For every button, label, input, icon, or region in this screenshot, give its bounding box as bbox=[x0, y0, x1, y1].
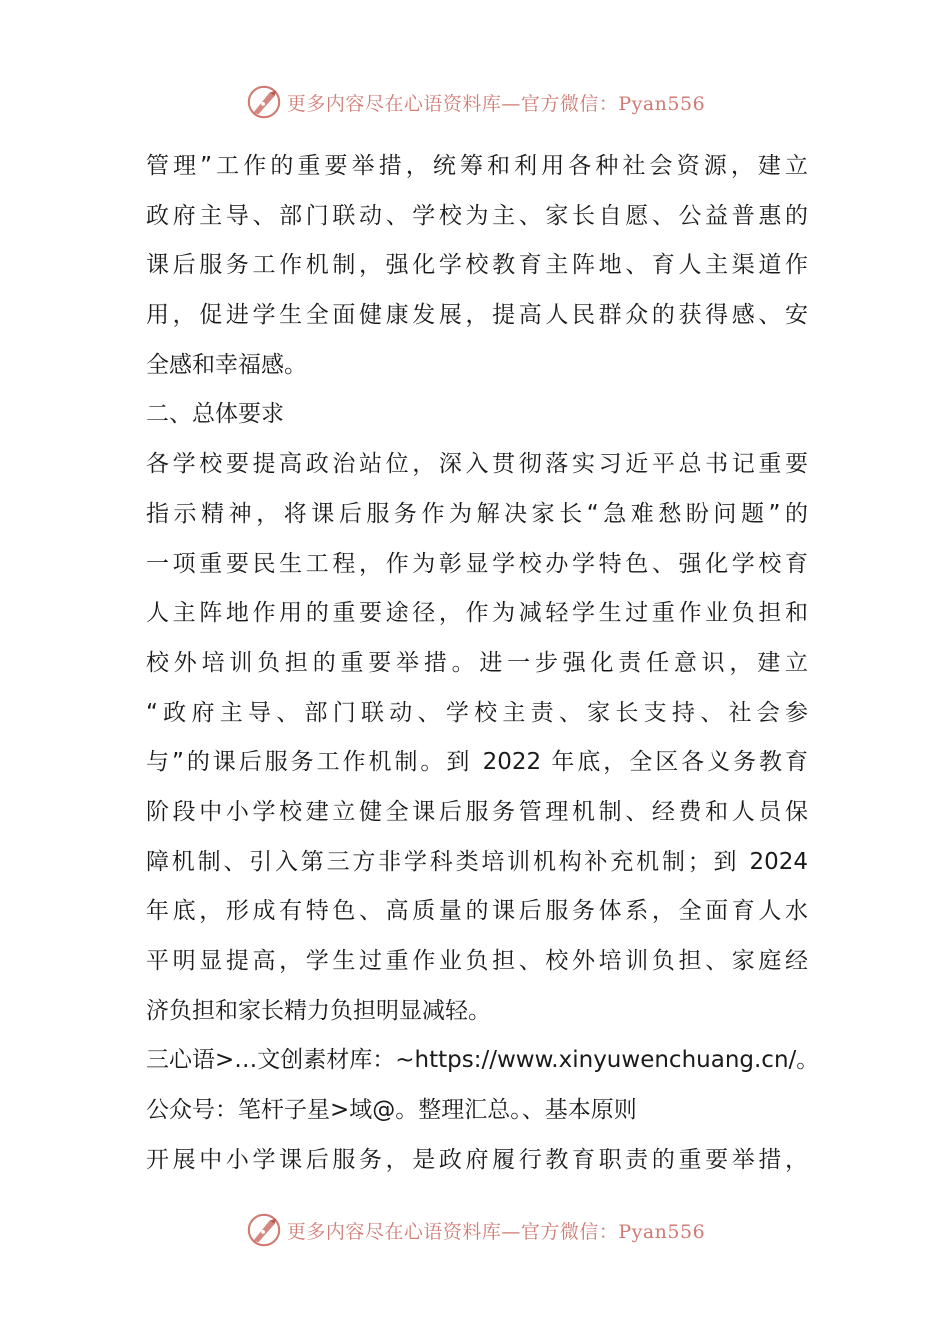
section-heading-general-requirements: 二、总体要求 bbox=[146, 401, 284, 428]
pen-nib-logo-icon bbox=[245, 83, 283, 121]
body-line-5: 全感和幸福感。 bbox=[146, 351, 307, 378]
body-line-7: 各学校要提高政治站位，深入贯彻落实习近平总书记重要 bbox=[146, 451, 808, 478]
body-line-10: 人主阵地作用的重要途径，作为减轻学生过重作业负担和 bbox=[146, 600, 808, 627]
body-line-2: 政府主导、部门联动、学校为主、家长自愿、公益普惠的 bbox=[146, 202, 808, 229]
body-line-11: 校外培训负担的重要举措。进一步强化责任意识，建立 bbox=[146, 649, 808, 676]
body-line-1: 管理”工作的重要举措，统筹和利用各种社会资源，建立 bbox=[146, 153, 808, 179]
body-line-4: 用，促进学生全面健康发展，提高人民群众的获得感、安 bbox=[146, 302, 808, 329]
header-watermark-banner bbox=[0, 80, 950, 124]
body-line-9: 一项重要民生工程，作为彰显学校办学特色、强化学校育 bbox=[146, 550, 808, 577]
body-line-3: 课后服务工作机制，强化学校教育主阵地、育人主渠道作 bbox=[146, 252, 808, 279]
footer-banner-text: 更多内容尽在心语资料库—官方微信：Pyan556 bbox=[286, 1220, 706, 1243]
body-line-8: 指示精神，将课后服务作为解决家长“急难愁盼问题”的 bbox=[146, 500, 808, 527]
body-line-19: 三心语>…文创素材库：~https://www.xinyuwenchuang.cn/。 bbox=[146, 1047, 820, 1074]
body-line-13: 与”的课后服务工作机制。到 2022 年底，全区各义务教育 bbox=[146, 749, 808, 776]
body-line-16: 年底，形成有特色、高质量的课后服务体系，全面育人水 bbox=[146, 898, 808, 925]
footer-watermark-banner bbox=[0, 1208, 950, 1252]
section-heading-basic-principles: 公众号：笔杆子星>域@。整理汇总。、基本原则 bbox=[146, 1097, 637, 1124]
header-banner-text: 更多内容尽在心语资料库—官方微信：Pyan556 bbox=[286, 92, 706, 115]
pen-nib-logo-icon bbox=[245, 1211, 283, 1249]
body-line-15: 障机制、引入第三方非学科类培训机构补充机制；到 2024 bbox=[146, 848, 808, 875]
body-line-18: 济负担和家长精力负担明显减轻。 bbox=[146, 997, 491, 1024]
body-line-14: 阶段中小学校建立健全课后服务管理机制、经费和人员保 bbox=[146, 798, 808, 825]
body-line-21: 开展中小学课后服务，是政府履行教育职责的重要举措， bbox=[146, 1146, 808, 1173]
document-body bbox=[146, 142, 820, 1185]
body-line-12: “政府主导、部门联动、学校主责、家长支持、社会参 bbox=[146, 699, 808, 726]
body-line-17: 平明显提高，学生过重作业负担、校外培训负担、家庭经 bbox=[146, 948, 808, 974]
